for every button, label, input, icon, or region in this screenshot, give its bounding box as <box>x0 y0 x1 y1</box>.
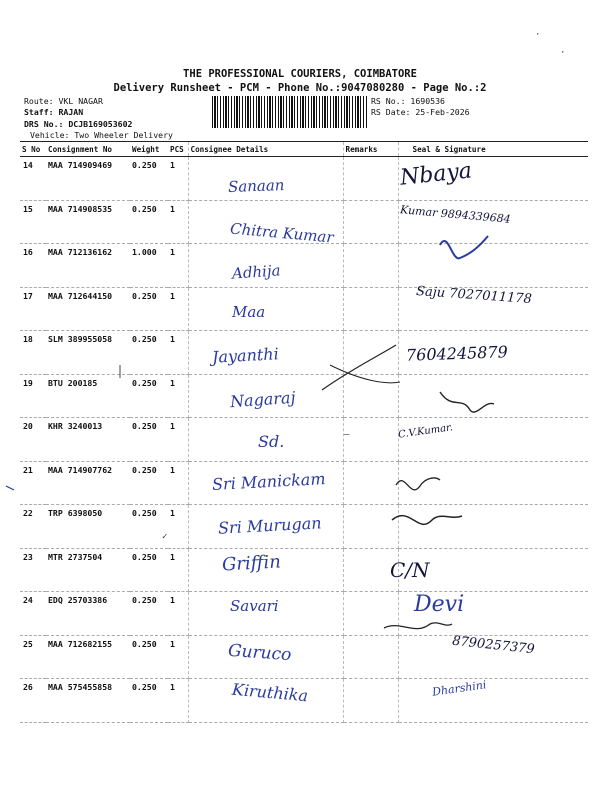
row-sno: 21 <box>20 461 46 505</box>
row-weight: 0.250 <box>130 592 168 636</box>
drs-field: DRS No.: DCJB169053602 <box>24 119 133 129</box>
row-sno: 23 <box>20 548 46 592</box>
row-weight: 0.250 <box>130 461 168 505</box>
signature: C/N <box>390 558 430 582</box>
row-consignment: MAA 714908535 <box>46 200 130 244</box>
row-sno: 25 <box>20 635 46 679</box>
row-consignment: TRP 6398050 <box>46 505 130 549</box>
row-consignment: SLM 389955058 <box>46 331 130 375</box>
row-sno: 24 <box>20 592 46 636</box>
row-weight: 0.250 <box>130 548 168 592</box>
row-weight: 1.000 <box>130 244 168 288</box>
dash-mark: – <box>344 430 350 440</box>
signature: C.V.Kumar. <box>397 422 454 441</box>
row-sno: 18 <box>20 331 46 375</box>
row-pcs: 1 <box>168 244 188 288</box>
signature: 8790257379 <box>451 633 536 658</box>
row-sno: 17 <box>20 287 46 331</box>
handwritten-name: Maa <box>232 303 266 321</box>
staff-field: Staff: RAJAN <box>24 107 84 117</box>
handwritten-name: Nagaraj <box>229 387 297 412</box>
row-weight: 0.250 <box>130 331 168 375</box>
row-sno: 20 <box>20 418 46 462</box>
runsheet-subtitle: Delivery Runsheet - PCM - Phone No.:9047080280 - Page No.:2 <box>113 82 487 94</box>
scan-dot: · <box>560 48 566 58</box>
row-consignment: BTU 200185 <box>46 374 130 418</box>
row-sno: 22 <box>20 505 46 549</box>
signature: Nbaya <box>398 158 474 191</box>
row-weight: 0.250 <box>130 157 168 201</box>
row-consignment: MAA 712682155 <box>46 635 130 679</box>
row-sno: 19 <box>20 374 46 418</box>
handwritten-name: Sd. <box>258 432 285 451</box>
signature: Saju 7027011178 <box>415 283 533 308</box>
scan-dot: · <box>535 30 541 40</box>
row-weight: 0.250 <box>130 505 168 549</box>
row-weight: 0.250 <box>130 418 168 462</box>
handwritten-name: Griffin <box>221 551 282 576</box>
row-consignment: MAA 714909469 <box>46 157 130 201</box>
row-pcs: 1 <box>168 635 188 679</box>
handwritten-name: Savari <box>230 597 279 615</box>
rs-date-field: RS Date: 25-Feb-2026 <box>371 107 470 117</box>
row-consignment: MAA 575455858 <box>46 679 130 723</box>
row-sno: 16 <box>20 244 46 288</box>
handwritten-name: Guruco <box>227 640 292 666</box>
row-pcs: 1 <box>168 592 188 636</box>
handwritten-name: Sri Murugan <box>217 513 322 538</box>
col-sno: S No <box>20 142 46 157</box>
row-weight: 0.250 <box>130 374 168 418</box>
row-pcs: 1 <box>168 505 188 549</box>
col-weight: Weight <box>130 142 168 157</box>
col-pcs: PCS <box>168 142 188 157</box>
row-sno: 15 <box>20 200 46 244</box>
vehicle-field: Vehicle: Two Wheeler Delivery <box>30 130 173 140</box>
row-weight: 0.250 <box>130 635 168 679</box>
check-mark: ✓ <box>162 532 168 542</box>
handwritten-name: Jayanthi <box>211 344 280 367</box>
row-pcs: 1 <box>168 679 188 723</box>
col-consignee: Consignee Details <box>188 142 343 157</box>
row-weight: 0.250 <box>130 679 168 723</box>
row-consignment: MTR 2737504 <box>46 548 130 592</box>
rs-number-field: RS No.: 1690536 <box>371 96 445 106</box>
row-pcs: 1 <box>168 548 188 592</box>
signature: Devi <box>414 592 465 617</box>
signature: Kumar 9894339684 <box>399 203 512 226</box>
row-pcs: 1 <box>168 331 188 375</box>
company-title: THE PROFESSIONAL COURIERS, COIMBATORE <box>183 68 417 80</box>
handwritten-name: Kiruthika <box>231 679 309 706</box>
row-weight: 0.250 <box>130 287 168 331</box>
row-consignment: MAA 712644150 <box>46 287 130 331</box>
row-pcs: 1 <box>168 157 188 201</box>
handwritten-name: Chitra Kumar <box>229 219 335 247</box>
signature: Dharshini <box>431 678 488 699</box>
row-sno: 26 <box>20 679 46 723</box>
row-consignment: KHR 3240013 <box>46 418 130 462</box>
row-consignment: MAA 712136162 <box>46 244 130 288</box>
row-pcs: 1 <box>168 374 188 418</box>
row-weight: 0.250 <box>130 200 168 244</box>
col-signature: Seal & Signature <box>398 142 588 157</box>
route-field: Route: VKL NAGAR <box>24 96 103 106</box>
row-pcs: 1 <box>168 418 188 462</box>
row-pcs: 1 <box>168 200 188 244</box>
row-pcs: 1 <box>168 287 188 331</box>
row-consignment: EDQ 25703386 <box>46 592 130 636</box>
col-remarks: Remarks <box>343 142 398 157</box>
col-consignment: Consignment No <box>46 142 130 157</box>
row-sno: 14 <box>20 157 46 201</box>
handwritten-name: Sri Manickam <box>211 469 326 494</box>
row-consignment: MAA 714907762 <box>46 461 130 505</box>
signature: 7604245879 <box>405 342 509 365</box>
row-pcs: 1 <box>168 461 188 505</box>
handwritten-name: Sanaan <box>227 176 285 196</box>
handwritten-name: Adhija <box>231 261 282 283</box>
